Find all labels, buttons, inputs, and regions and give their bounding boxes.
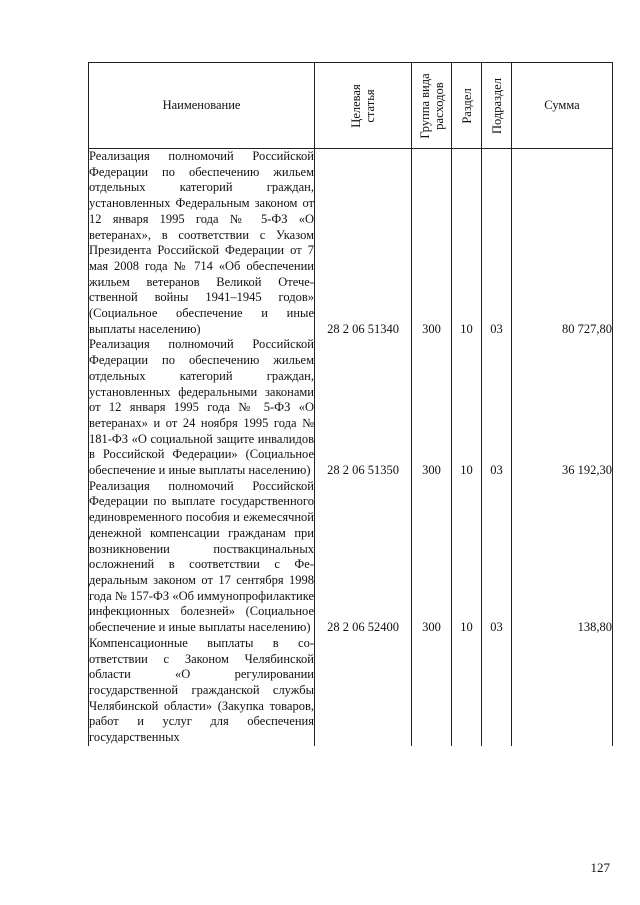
budget-table bbox=[88, 62, 613, 746]
row-amount: 80 727,80 bbox=[512, 149, 613, 338]
row-name: Реализация полномочий Российской Федерации по выплате государственного единовременного пособия и ежемесячной денежной компенсации гражданам при возникновении поствакцинальных осложнений в соответствии с Федеральным законом от 17 сентября 1998 года № 157-ФЗ «Об иммунопрофилактике инфекционных болезней» (Социальное обеспечение и иные выплаты населению) bbox=[89, 478, 314, 635]
header-target-article: Целевая статья bbox=[315, 63, 412, 149]
row-expense-group: 300 bbox=[412, 479, 452, 636]
row-expense-group bbox=[412, 636, 452, 746]
row-name: Компенсационные выплаты в соответствии с Законом Челябинской области «О регулировании государственной гражданской службы Челябинской области» (Закупка товаров, работ и услуг для обеспечения государственных bbox=[89, 635, 314, 745]
table-row bbox=[89, 149, 613, 338]
row-amount bbox=[512, 636, 613, 746]
row-subsection: 03 bbox=[482, 337, 512, 478]
row-name: Реализация полномочий Российской Федерации по обеспечению жильем отдельных категорий граждан, установленных Федеральным законом от 12 января 1995 года № 5-ФЗ «О ветеранах», в соответствии с Указом Президента Российской Федерации от 7 мая 2008 года № 714 «Об обеспечении жильем ветеранов Великой Отечественной войны 1941–1945 годов» (Социальное обеспечение и иные выплаты населению) bbox=[89, 149, 314, 336]
header-expense-group: Группа вида расходов bbox=[412, 63, 452, 149]
row-section: 10 bbox=[452, 479, 482, 636]
row-name: Реализация полномочий Российской Федерации по обеспечению жильем отдельных категорий граждан, установленных федеральными законами от 12 января 1995 года № 5-ФЗ «О ветеранах» и от 24 ноября 1995 года № 181-ФЗ «О социальной защите инвалидов в Российской Федерации» (Социальное обеспечение и иные выплаты населению) bbox=[89, 337, 314, 478]
row-subsection bbox=[482, 636, 512, 746]
row-section: 10 bbox=[452, 337, 482, 478]
row-section bbox=[452, 636, 482, 746]
row-section: 10 bbox=[452, 149, 482, 338]
header-name: Наименование bbox=[89, 63, 315, 149]
header-amount: Сумма bbox=[512, 63, 613, 149]
row-expense-group: 300 bbox=[412, 337, 452, 478]
row-amount: 138,80 bbox=[512, 479, 613, 636]
row-subsection: 03 bbox=[482, 479, 512, 636]
page-number: 127 bbox=[590, 860, 610, 875]
row-target-article: 28 2 06 51350 bbox=[315, 337, 412, 478]
row-expense-group: 300 bbox=[412, 149, 452, 338]
table-row bbox=[89, 479, 613, 636]
row-target-article: 28 2 06 52400 bbox=[315, 479, 412, 636]
row-amount: 36 192,30 bbox=[512, 337, 613, 478]
table-row bbox=[89, 636, 613, 746]
row-target-article bbox=[315, 636, 412, 746]
row-target-article: 28 2 06 51340 bbox=[315, 149, 412, 338]
header-section: Раздел bbox=[452, 63, 482, 149]
table-row bbox=[89, 337, 613, 478]
table-header-row bbox=[89, 63, 613, 149]
header-subsection: Подраздел bbox=[482, 63, 512, 149]
row-subsection: 03 bbox=[482, 149, 512, 338]
